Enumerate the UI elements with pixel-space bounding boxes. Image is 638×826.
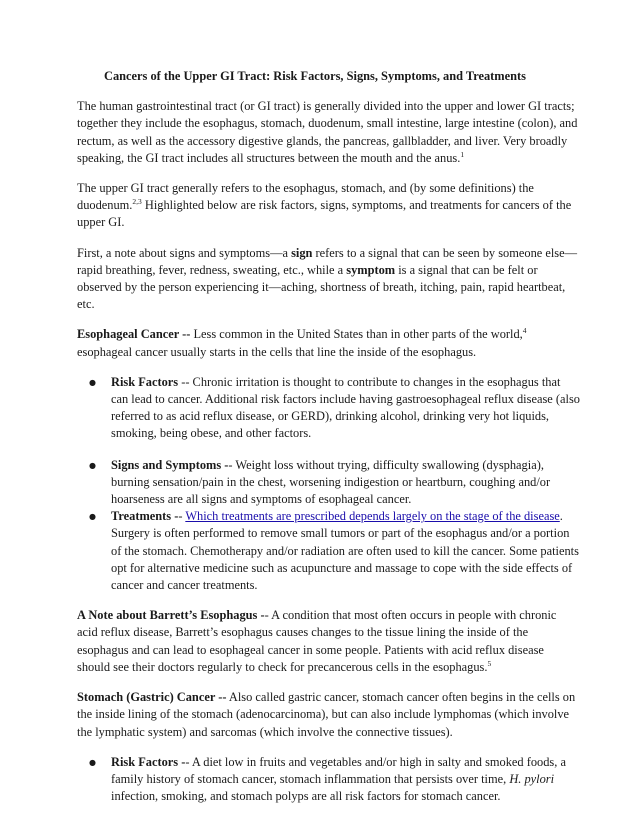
signs-symptoms-label: Signs and Symptoms - <box>111 457 229 472</box>
stomach-intro <box>77 689 580 741</box>
barretts-paragraph <box>77 607 580 676</box>
esophageal-text: Less common in the United States than in other parts of the world, <box>190 327 523 342</box>
intro-text: The human gastrointestinal tract (or GI tract) is generally divided into the upper and lower GI tracts; together they include the esophagus, stomach, duodenum, small intestine, large intestine (colon), and rectum, as well as the accessory digestive glands, the pancreas, gallbladder, and liver. Very broadly speaking, the GI tract includes all structures between the mouth and the anus. <box>77 99 578 165</box>
barretts-heading: A Note about Barrett’s Esophagus - <box>77 608 265 623</box>
signs-symptoms-text: - Weight loss without trying, difficulty swallowing (dysphagia), burning sensation/pain in the chest, worsening indigestion or heartburn, coughing and/or hoarseness are all signs and symptoms of esophageal cancer. <box>111 457 551 507</box>
signs-text: First, a note about signs and symptoms—a <box>77 245 292 260</box>
footnote-ref: 2,3 <box>132 197 142 207</box>
footnote-ref: 1 <box>460 149 465 159</box>
treatments-dash: - <box>178 509 186 524</box>
stomach-text: Also called gastric cancer, stomach cancer often begins in the cells on the inside lining of the stomach (adenocarcinoma), but can also include lymphomas (which involve the lymphatic system) and sarcomas (which involve the connective tissues). <box>77 690 576 739</box>
treatments-text: . Surgery is often performed to remove small tumors or part of the esophagus and/or a portion of the stomach. Chemotherapy and/or radiation are often used to kill the cancer. Some patients opt for alternative medicine such as acupuncture and massage to cope with the side effects of cancer and cancer treatments. <box>111 509 579 593</box>
treatments-link[interactable]: Which treatments are prescribed depends largely on the stage of the disease <box>185 509 560 524</box>
risk-factors-label: Risk Factors <box>111 374 179 389</box>
footnote-ref: 4 <box>522 326 527 336</box>
upper-gi-text-cont: Highlighted below are risk factors, signs, symptoms, and treatments for cancers of the upper GI. <box>77 198 572 230</box>
esophageal-list <box>77 374 580 594</box>
list-item <box>77 754 580 806</box>
sign-term: sign <box>291 245 313 260</box>
list-item <box>77 457 580 509</box>
barretts-text: - A condition that most often occurs in people with chronic acid reflux disease, Barrett’s esophagus causes changes to the tissue lining the inside of the esophagus and can lead to esophageal cancer in some people. Patients with acid reflux disease should see their doctors regularly to check for precancerous cells in the esophagus. <box>77 608 557 674</box>
esophageal-heading: Esophageal Cancer -- <box>77 327 191 342</box>
upper-gi-paragraph <box>77 180 580 232</box>
symptoms-text: is a signal that can be felt or observed by the person experiencing it—aching, shortness of breath, itching, pain, rapid heartbeat, etc. <box>77 262 566 312</box>
risk-factors-text: -- Chronic irritation is thought to contribute to changes in the esophagus that can lead to cancer. Additional risk factors include having gastroesophageal reflux disease (also referred to as acid reflux disease, or GERD), drinking alcohol, drinking very hot liquids, smoking, being obese, and other factors. <box>111 374 580 441</box>
stomach-risk-text: - A diet low in fruits and vegetables and/or high in salty and smoked foods, a family history of stomach cancer, stomach inflammation that persists over time, <box>111 754 566 786</box>
list-item <box>77 374 580 443</box>
document-title: Cancers of the Upper GI Tract: Risk Factors, Signs, Symptoms, and Treatments <box>104 69 526 83</box>
stomach-risk-text-cont: infection, smoking, and stomach polyps are all risk factors for stomach cancer. <box>111 789 501 804</box>
footnote-ref: 5 <box>487 658 492 668</box>
symptom-term: symptom <box>346 262 396 277</box>
stomach-list <box>77 754 580 806</box>
treatments-label: Treatments - <box>111 509 179 524</box>
upper-gi-text: The upper GI tract generally refers to the esophagus, stomach, and (by some definitions) the duodenum. <box>77 181 534 213</box>
signs-symptoms-paragraph <box>77 245 580 314</box>
h-pylori-term: H. pylori <box>509 771 555 786</box>
esophageal-text-cont: esophageal cancer usually starts in the cells that line the inside of the esophagus. <box>77 344 477 359</box>
esophageal-intro <box>77 326 580 360</box>
stomach-risk-label: Risk Factors - <box>111 754 186 769</box>
stomach-heading: Stomach (Gastric) Cancer -- <box>77 690 227 705</box>
signs-text-cont: refers to a signal that can be seen by someone else—rapid breathing, fever, redness, sweating, etc., while a <box>77 245 578 277</box>
intro-paragraph <box>77 98 580 167</box>
list-item <box>77 508 580 594</box>
